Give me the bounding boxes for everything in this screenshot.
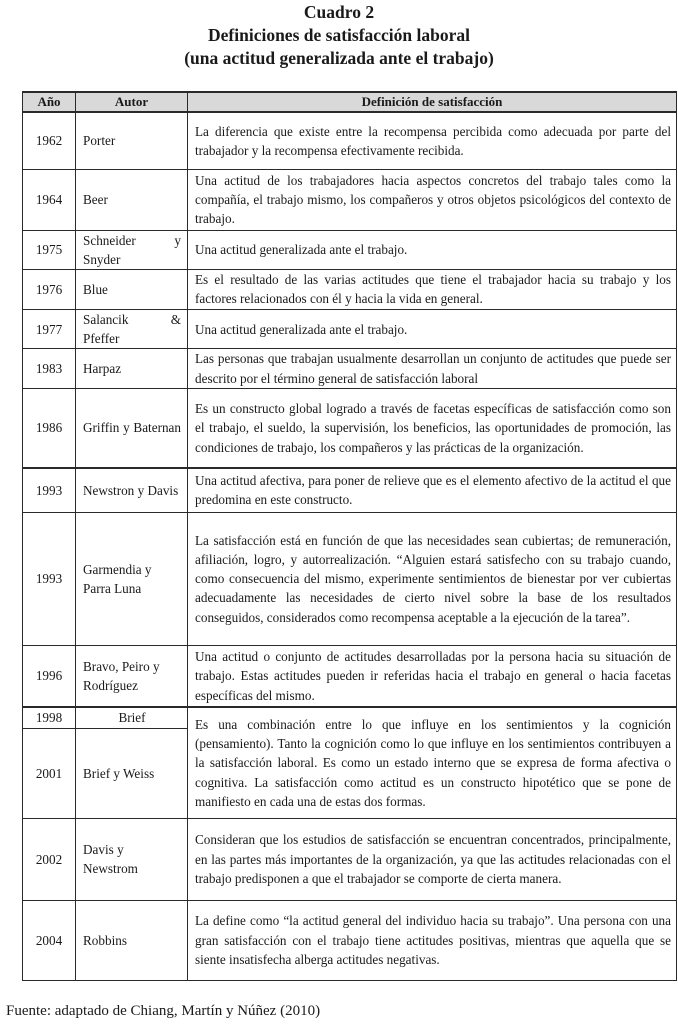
table-row bbox=[23, 309, 677, 348]
definition-cell: Las personas que trabajan usualmente desarrollan un conjunto de actitudes que puede ser descrito por el término general de satisfacción laboral bbox=[188, 349, 677, 388]
definition-cell: La satisfacción está en función de que las necesidades sean cubiertas; de remuneración, afiliación, logro, y autorrealización. “Alguien estará satisfecho con su trabajo cuando, como consecuencia del mismo, experimente sentimientos de bienestar por ver cubiertas adecuadamente las necesidades de cierto nivel sobre la base de los resultados conseguidos, considerados como recompensa aceptable a la ejecución de la tarea”. bbox=[188, 512, 677, 645]
author-cell: Griffin y Baternan bbox=[76, 388, 188, 468]
author-cell: Brief bbox=[76, 707, 188, 728]
table-row bbox=[23, 818, 677, 900]
year-cell: 1964 bbox=[23, 169, 76, 230]
author-cell: Bravo, Peiro y Rodríguez bbox=[76, 645, 188, 707]
table-row bbox=[23, 468, 677, 512]
table-row bbox=[23, 707, 677, 728]
definition-cell: Una actitud generalizada ante el trabajo. bbox=[188, 309, 677, 348]
table-caption-number: Cuadro 2 bbox=[303, 2, 375, 22]
table-row bbox=[23, 349, 677, 388]
table-header-row bbox=[23, 92, 677, 112]
definition-cell: Una actitud o conjunto de actitudes desarrolladas por la persona hacia su situación de trabajo. Estas actitudes pueden ir referidas hacia el trabajo en general o hacia facetas específicas del mismo. bbox=[188, 645, 677, 707]
author-cell: Porter bbox=[76, 112, 188, 169]
year-cell: 2004 bbox=[23, 900, 76, 980]
definition-cell: Es una combinación entre lo que influye en los sentimientos y la cognición (pensamiento). Tanto la cognición como lo que influye en los sentimientos contribuyen a la satisfacción laboral. Es como un estado interno que se expresa de forma afectiva o cognitiva. La satisfacción como actitud es un constructo hipotético que se pone de manifiesto en cada una de estas dos formas. bbox=[188, 707, 677, 818]
table-row bbox=[23, 112, 677, 169]
author-cell: Newstron y Davis bbox=[76, 468, 188, 512]
author-cell: Garmendia y Parra Luna bbox=[76, 512, 188, 645]
author-cell: Davis y Newstrom bbox=[76, 818, 188, 900]
year-cell: 1975 bbox=[23, 230, 76, 269]
definition-cell: Es el resultado de las varias actitudes que tiene el trabajador hacia su trabajo y los factores relacionados con él y hacia la vida en general. bbox=[188, 269, 677, 309]
definition-cell: Una actitud generalizada ante el trabajo. bbox=[188, 230, 677, 269]
year-cell: 1993 bbox=[23, 512, 76, 645]
year-cell: 1983 bbox=[23, 349, 76, 388]
author-cell: Beer bbox=[76, 169, 188, 230]
definition-cell: La diferencia que existe entre la recompensa percibida como adecuada por parte del trabajador y la recompensa efectivamente recibida. bbox=[188, 112, 677, 169]
definition-cell: Es un constructo global logrado a través de facetas específicas de satisfacción como son el trabajo, el sueldo, la supervisión, los beneficios, las oportunidades de promoción, las condiciones de trabajo, los compañeros y las prácticas de la organización. bbox=[188, 388, 677, 468]
column-header-author: Autor bbox=[76, 92, 188, 112]
table-row bbox=[23, 645, 677, 707]
definition-cell: Una actitud afectiva, para poner de relieve que es el elemento afectivo de la actitud el que predomina en este constructo. bbox=[188, 468, 677, 512]
author-cell: Blue bbox=[76, 269, 188, 309]
author-cell: Salancik & Pfeffer bbox=[76, 309, 188, 348]
column-header-definition: Definición de satisfacción bbox=[188, 92, 677, 112]
table-subtitle: (una actitud generalizada ante el trabajo) bbox=[184, 48, 494, 68]
column-header-year: Año bbox=[23, 92, 76, 112]
year-cell: 1976 bbox=[23, 269, 76, 309]
definitions-table bbox=[22, 91, 677, 981]
year-cell: 1998 bbox=[23, 707, 76, 728]
author-cell: Harpaz bbox=[76, 349, 188, 388]
definition-cell: La define como “la actitud general del individuo hacia su trabajo”. Una persona con una gran satisfacción con el trabajo tiene actitudes positivas, mientras que aquella que se siente insatisfecha alberga actitudes negativas. bbox=[188, 900, 677, 980]
definition-cell: Consideran que los estudios de satisfacción se encuentran concentrados, principalmente, en las partes más importantes de la organización, ya que las actitudes relacionadas con el trabajo predisponen a que el trabajador se comporte de cierta manera. bbox=[188, 818, 677, 900]
author-cell: Robbins bbox=[76, 900, 188, 980]
table-row bbox=[23, 230, 677, 269]
table-title: Definiciones de satisfacción laboral bbox=[208, 25, 470, 45]
source-note: Fuente: adaptado de Chiang, Martín y Núñez (2010) bbox=[6, 1003, 321, 1019]
year-cell: 1986 bbox=[23, 388, 76, 468]
year-cell: 1962 bbox=[23, 112, 76, 169]
table-row bbox=[23, 900, 677, 980]
year-cell: 2001 bbox=[23, 728, 76, 818]
year-cell: 2002 bbox=[23, 818, 76, 900]
definition-cell: Una actitud de los trabajadores hacia aspectos concretos del trabajo tales como la compañía, el trabajo mismo, los compañeros y otros objetos psicológicos del contexto de trabajo. bbox=[188, 169, 677, 230]
author-cell: Schneider y Snyder bbox=[76, 230, 188, 269]
year-cell: 1993 bbox=[23, 468, 76, 512]
year-cell: 1996 bbox=[23, 645, 76, 707]
author-cell: Brief y Weiss bbox=[76, 728, 188, 818]
table-row bbox=[23, 269, 677, 309]
year-cell: 1977 bbox=[23, 309, 76, 348]
table-row bbox=[23, 169, 677, 230]
table-row bbox=[23, 512, 677, 645]
table-row bbox=[23, 388, 677, 468]
